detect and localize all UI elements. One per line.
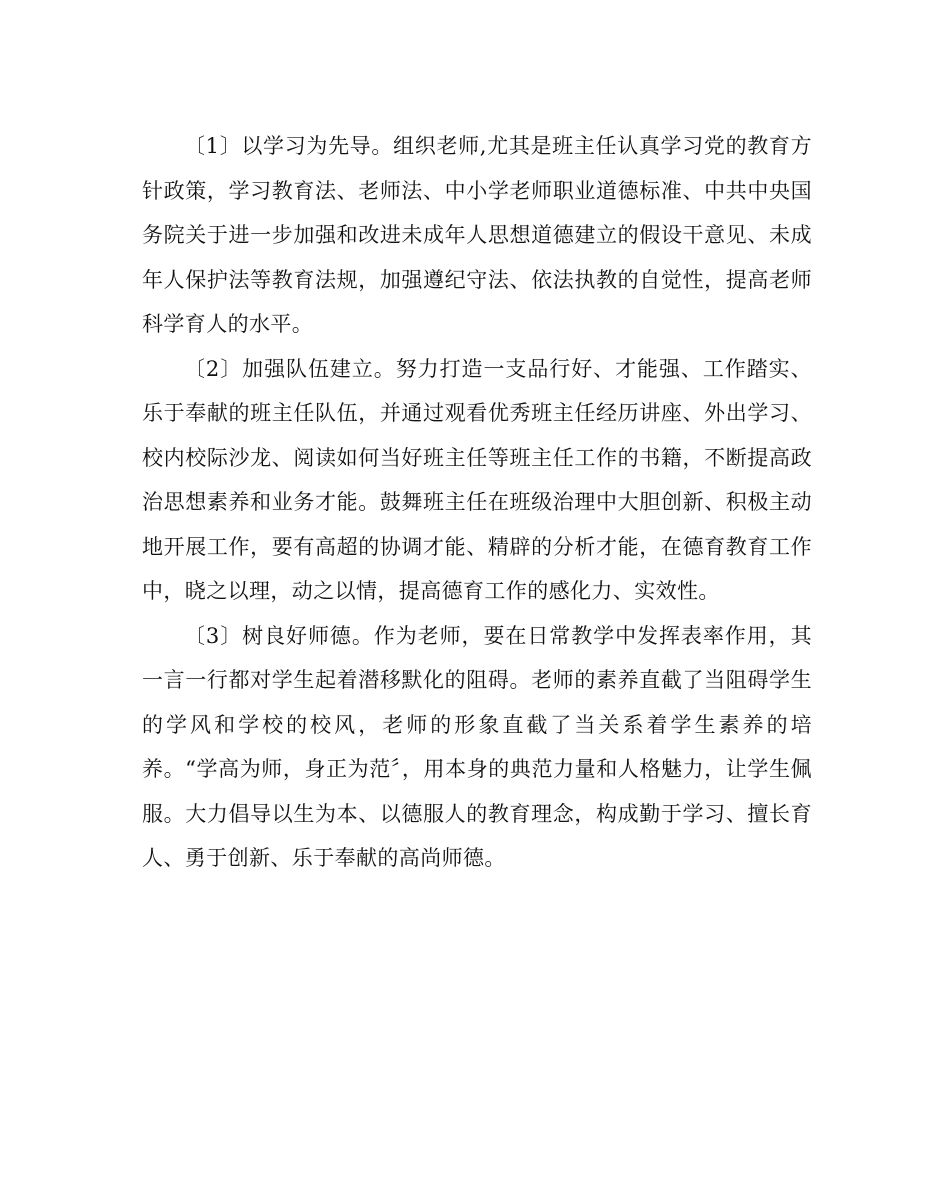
paragraph-teacher-ethics: 〔3〕树良好师德。作为老师，要在日常教学中发挥表率作用，其一言一行都对学生起着潜移默化的阻碍。老师的素养直截了当阻碍学生的学风和学校的校风，老师的形象直截了当关系着学生素养的培养。“学高为师，身正为范〞，用本身的典范力量和人格魅力，让学生佩服。大力倡导以生为本、以德服人的教育理念，构成勤于学习、擅长育人、勇于创新、乐于奉献的高尚师德。: [142, 623, 812, 870]
paragraph-team-building: 〔2〕加强队伍建立。努力打造一支品行好、才能强、工作踏实、乐于奉献的班主任队伍，并通过观看优秀班主任经历讲座、外出学习、校内校际沙龙、阅读如何当好班主任等班主任工作的书籍，不断提高政治思想素养和业务才能。鼓舞班主任在班级治理中大胆创新、积极主动地开展工作，要有高超的协调才能、精辟的分析才能，在德育教育工作中，晓之以理，动之以情，提高德育工作的感化力、实效性。: [142, 356, 812, 603]
document-body: [142, 124, 812, 881]
paragraph-study-guidance: 〔1〕以学习为先导。组织老师,尤其是班主任认真学习党的教育方针政策，学习教育法、老师法、中小学老师职业道德标准、中共中央国务院关于进一步加强和改进未成年人思想道德建立的假设干意见、未成年人保护法等教育法规，加强遵纪守法、依法执教的自觉性，提高老师科学育人的水平。: [142, 134, 812, 336]
